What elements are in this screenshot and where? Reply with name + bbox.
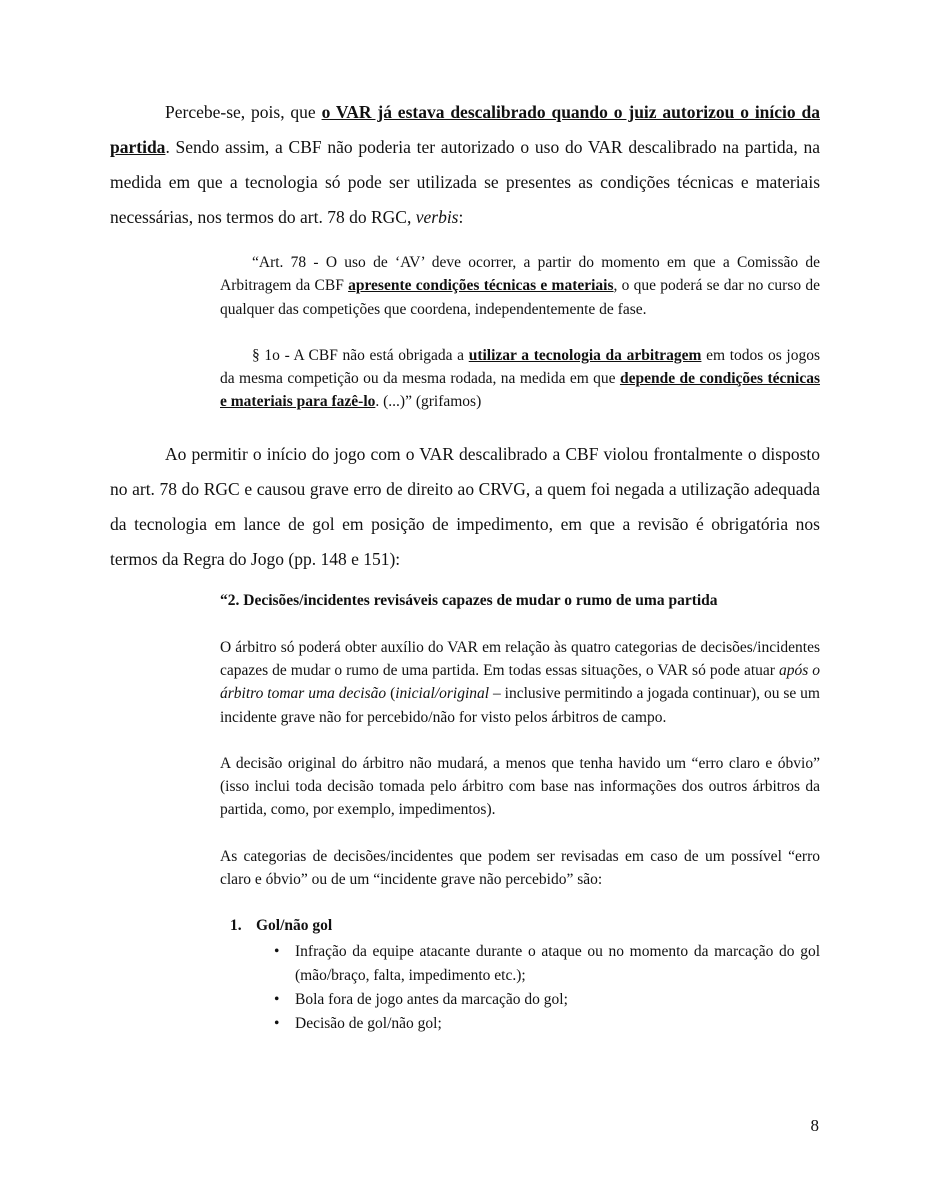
quote-paragrafo-1o: [220, 344, 820, 414]
text-segment: verbis: [415, 207, 459, 227]
text-segment: “Art. 78 - O uso de ‘AV’ deve ocorrer, a partir do momento em que a Comissão de Arbitragem da CBF: [220, 254, 820, 295]
paragraph-violacao-art-78: [110, 437, 820, 577]
text-segment: , o que poderá se dar no curso de qualquer das competições que coordena, independentemente de fase.: [220, 277, 820, 318]
text-segment: apresente condições técnicas e materiais: [348, 277, 614, 295]
bullet-item: • Infração da equipe atacante durante o ataque ou no momento da marcação do gol (mão/braço, falta, impedimento etc.);: [295, 940, 820, 987]
text-segment: (: [386, 685, 396, 703]
bullet-item: • Decisão de gol/não gol;: [295, 1012, 820, 1035]
quote-paragraph-categorias: [220, 845, 820, 892]
text-segment: em todos os jogos da mesma competição ou da mesma rodada, na medida em que: [220, 346, 820, 387]
list-number: 1.: [230, 917, 242, 934]
text-segment: As categorias de decisões/incidentes que podem ser revisadas em caso de um possível “erro claro e óbvio” ou de um “incidente grave não percebido” são:: [220, 847, 820, 888]
text-segment: . (...)” (grifamos): [375, 393, 482, 411]
text-segment: o VAR já estava descalibrado quando o juiz autorizou o início da partida: [110, 102, 820, 157]
quote-paragraph-erro-claro-obvio: [220, 752, 820, 822]
document-content: [110, 95, 820, 1036]
text-segment: Ao permitir o início do jogo com o VAR descalibrado a CBF violou frontalmente o disposto no art. 78 do RGC e causou grave erro de direito ao CRVG, a quem foi negada a utilização adequada da tecnologia em lance de gol em posição de impedimento, em que a revisão é obrigatória nos termos da Regra do Jogo (pp. 148 e 151):: [110, 443, 820, 569]
text-segment: utilizar a tecnologia da arbitragem: [468, 346, 702, 364]
paragraph-var-descalibrado: [110, 95, 820, 235]
text-segment: depende de condições técnicas e materiais para fazê-lo: [220, 370, 820, 411]
text-segment: após o árbitro tomar uma decisão: [220, 662, 820, 703]
text-segment: § 1o - A CBF não está obrigada a: [252, 346, 469, 364]
list-item-gol-nao-gol: [230, 914, 820, 937]
text-segment: – inclusive permitindo a jogada continuar), ou se um incidente grave não for percebido/não for visto pelos árbitros de campo.: [220, 685, 820, 726]
text-segment: O árbitro só poderá obter auxílio do VAR em relação às quatro categorias de decisões/incidentes capazes de mudar o rumo de uma partida. Em todas essas situações, o VAR só pode atuar: [220, 638, 820, 679]
text-segment: inicial/original: [395, 685, 490, 703]
text-segment: . Sendo assim, a CBF não poderia ter autorizado o uso do VAR descalibrado na partida, na medida em que a tecnologia só pode ser utilizada se presentes as condições técnicas e materiais necessárias, nos termos do art. 78 do RGC,: [110, 137, 820, 227]
list-number-text: Gol/não gol: [256, 917, 333, 934]
text-segment: A decisão original do árbitro não mudará, a menos que tenha havido um “erro claro e óbvio” (isso inclui toda decisão tomada pelo árbitro com base nas informações dos outros árbitros da partida, como, por exemplo, impedimentos).: [220, 754, 820, 819]
text-segment: :: [458, 207, 464, 227]
page-number: 8: [810, 1116, 819, 1135]
bullet-item: • Bola fora de jogo antes da marcação do gol;: [295, 988, 820, 1011]
quote-paragraph-auxilio-var: [220, 636, 820, 729]
text-segment: “2. Decisões/incidentes revisáveis capazes de mudar o rumo de uma partida: [220, 591, 718, 609]
text-segment: Percebe-se, pois, que: [165, 102, 322, 122]
quote-art-78: [220, 251, 820, 321]
quote-heading-decisoes-revisaveis: [220, 589, 820, 612]
bullet-list-gol: [295, 940, 820, 1035]
